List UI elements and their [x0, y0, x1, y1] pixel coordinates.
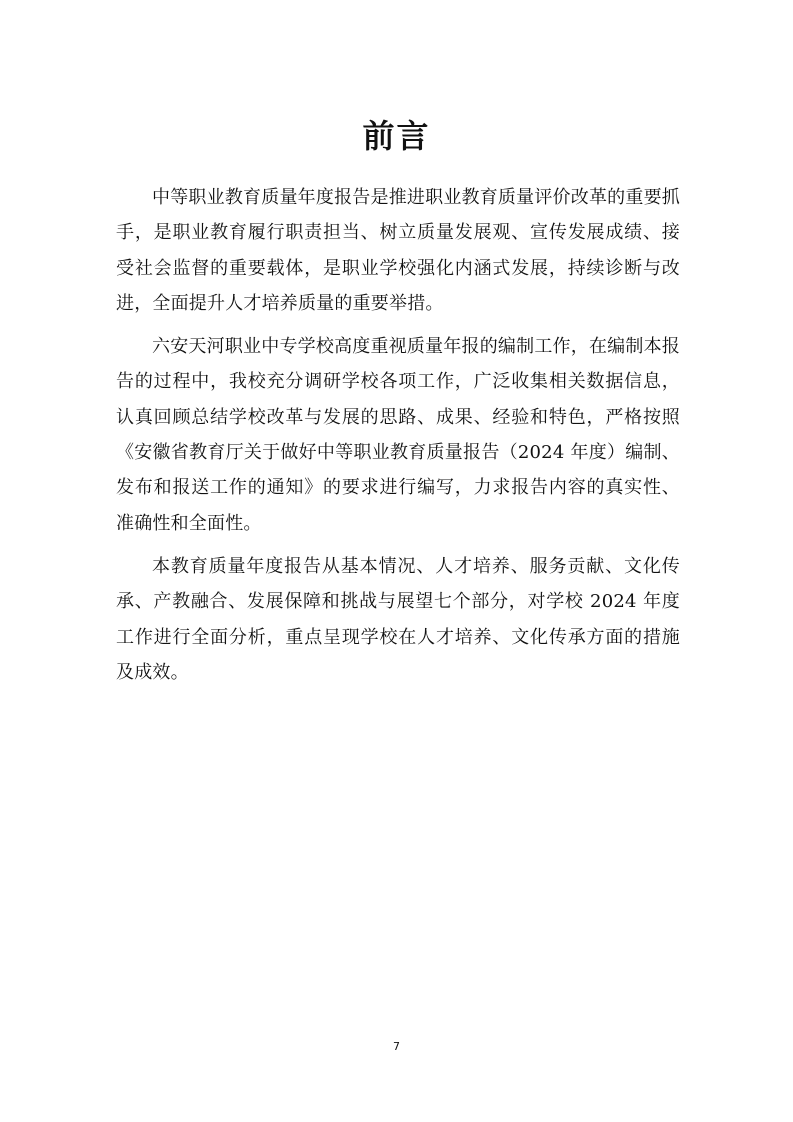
paragraph-1: 中等职业教育质量年度报告是推进职业教育质量评价改革的重要抓手，是职业教育履行职责担当、树立质量发展观、宣传发展成绩、接受社会监督的重要载体，是职业学校强化内涵式发展，持续诊断与改进，全面提升人才培养质量的重要举措。	[116, 187, 680, 314]
page-number: 7	[393, 1040, 400, 1053]
body-text	[116, 180, 680, 698]
page-title: 前言	[362, 117, 431, 155]
paragraph-3: 本教育质量年度报告从基本情况、人才培养、服务贡献、文化传承、产教融合、发展保障和挑战与展望七个部分，对学校 2024 年度工作进行全面分析，重点呈现学校在人才培养、文化传承方面的措施及成效。	[116, 555, 680, 683]
paragraph-2: 六安天河职业中专学校高度重视质量年报的编制工作，在编制本报告的过程中，我校充分调研学校各项工作，广泛收集相关数据信息，认真回顾总结学校改革与发展的思路、成果、经验和特色，严格按照《安徽省教育厅关于做好中等职业教育质量报告（2024 年度）编制、发布和报送工作的通知》的要求进行编写，力求报告内容的真实性、准确性和全面性。	[116, 336, 680, 534]
